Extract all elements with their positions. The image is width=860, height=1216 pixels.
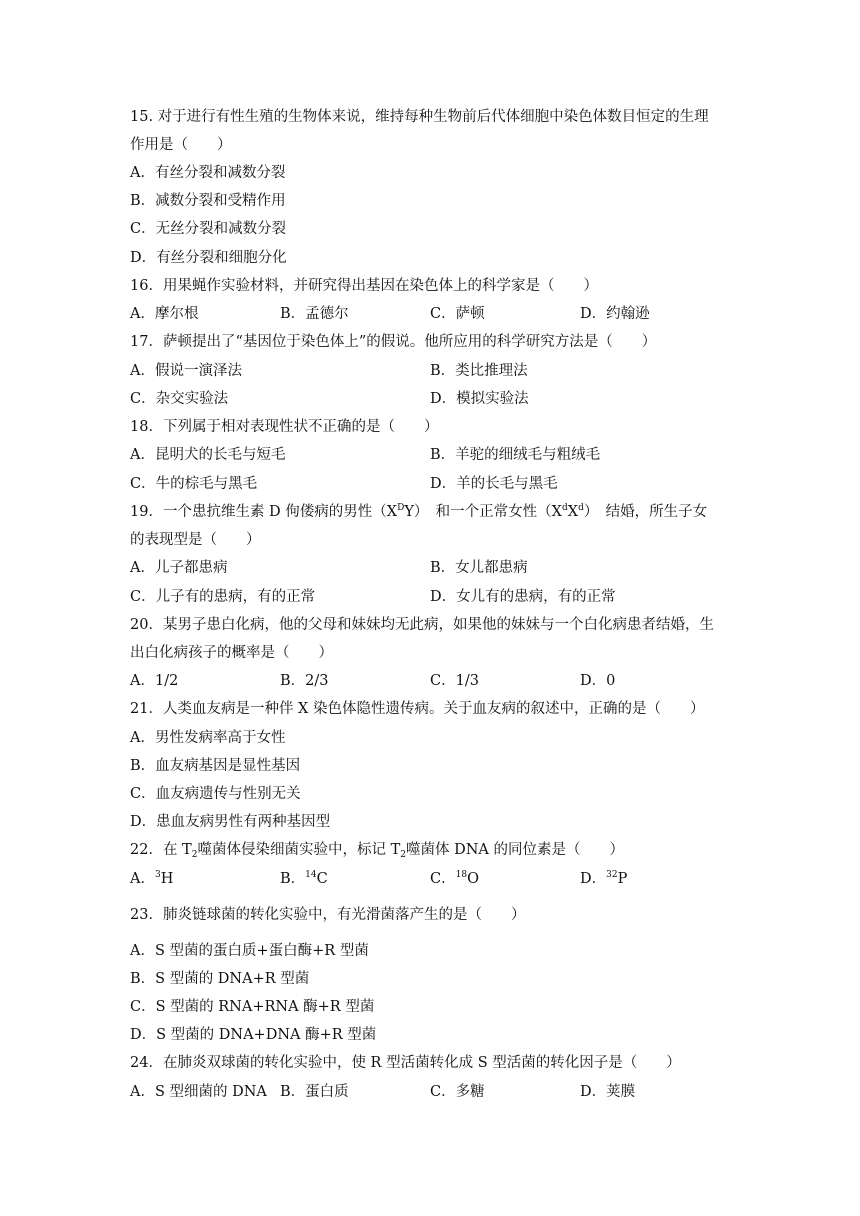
- question-22-option-a: [130, 870, 173, 888]
- question-18-stem: 18．下列属于相对表现性状不正确的是（ ）: [130, 419, 439, 435]
- question-22-stem-part-b: 噬菌体侵染细菌实验中，标记 T: [197, 842, 401, 858]
- question-15-stem-line-1: 15. 对于进行有性生殖的生物体来说，维持每种生物前后代体细胞中染色体数目恒定的生理: [130, 109, 709, 125]
- question-21-option-c: C．血友病遗传与性别无关: [130, 786, 301, 802]
- question-22-stem: [130, 841, 624, 859]
- question-21-stem: 21．人类血友病是一种伴 X 染色体隐性遗传病。关于血友病的叙述中，正确的是（ ）: [130, 701, 705, 717]
- question-19-option-c: C．儿子有的患病，有的正常: [130, 589, 316, 605]
- isotope-mass-number: 3: [154, 870, 161, 880]
- option-prefix: C．: [430, 871, 456, 887]
- question-16-stem: 16．用果蝇作实验材料，并研究得出基因在染色体上的科学家是（ ）: [130, 278, 598, 294]
- question-20-option-c: C．1/3: [430, 673, 479, 689]
- question-23-stem: 23．肺炎链球菌的转化实验中，有光滑菌落产生的是（ ）: [130, 907, 526, 923]
- question-19-sup-d-dominant: D: [397, 503, 405, 513]
- question-22-stem-part-a: 22．在 T: [130, 842, 192, 858]
- question-15-option-d: D．有丝分裂和细胞分化: [130, 250, 287, 266]
- question-17-stem: 17．萨顿提出了“基因位于染色体上”的假说。他所应用的科学研究方法是（ ）: [130, 334, 657, 350]
- element-symbol: O: [467, 871, 479, 887]
- question-24-option-d: D．荚膜: [580, 1084, 636, 1100]
- question-17-option-d: D．模拟实验法: [430, 391, 529, 407]
- question-19-stem-part-b: Y） 和一个正常女性（X: [404, 504, 562, 520]
- question-16-option-d: D．约翰逊: [580, 306, 650, 322]
- question-16-option-c: C．萨顿: [430, 306, 485, 322]
- question-15-stem-line-2: 作用是（ ）: [130, 137, 232, 153]
- question-19-option-a: A．儿子都患病: [130, 560, 228, 576]
- question-21-option-d: D．患血友病男性有两种基因型: [130, 814, 331, 830]
- question-20-option-b: B．2/3: [280, 673, 329, 689]
- isotope-mass-number: 18: [455, 870, 468, 880]
- question-17-option-c: C．杂交实验法: [130, 391, 229, 407]
- question-22-sub-1: 2: [191, 850, 198, 860]
- question-22-stem-part-c: 噬菌体 DNA 的同位素是（ ）: [405, 842, 624, 858]
- question-24-option-b: B．蛋白质: [280, 1084, 349, 1100]
- question-17-option-b: B．类比推理法: [430, 363, 528, 379]
- option-prefix: B．: [280, 871, 306, 887]
- element-symbol: C: [316, 871, 328, 887]
- question-19-stem-line-2: 的表现型是（ ）: [130, 532, 261, 548]
- option-prefix: A．: [130, 871, 155, 887]
- option-prefix: D．: [580, 871, 607, 887]
- question-19-option-b: B．女儿都患病: [430, 560, 528, 576]
- question-19-stem-line-1: [130, 503, 707, 521]
- question-19-sup-d-recessive-1: d: [562, 503, 568, 513]
- question-18-option-c: C．牛的棕毛与黑毛: [130, 476, 258, 492]
- question-22-option-c: [430, 870, 479, 888]
- question-18-option-b: B．羊驼的细绒毛与粗绒毛: [430, 447, 601, 463]
- question-18-option-a: A．昆明犬的长毛与短毛: [130, 447, 286, 463]
- question-20-stem-line-1: 20．某男子患白化病，他的父母和妹妹均无此病，如果他的妹妹与一个白化病患者结婚，生: [130, 617, 714, 633]
- question-15-option-a: A．有丝分裂和减数分裂: [130, 165, 286, 181]
- element-symbol: H: [160, 871, 174, 887]
- question-19-stem-part-a: 19．一个患抗维生素 D 佝偻病的男性（X: [130, 504, 398, 520]
- question-17-option-a: A．假说一演泽法: [130, 363, 242, 379]
- question-15-option-c: C．无丝分裂和减数分裂: [130, 221, 287, 237]
- question-19-option-d: D．女儿有的患病，有的正常: [430, 589, 616, 605]
- question-20-option-a: A．1/2: [130, 673, 179, 689]
- element-symbol: P: [617, 871, 628, 887]
- question-24-stem: 24．在肺炎双球菌的转化实验中，使 R 型活菌转化成 S 型活菌的转化因子是（ ）: [130, 1055, 681, 1071]
- question-23-option-d: D．S 型菌的 DNA+DNA 酶+R 型菌: [130, 1027, 377, 1043]
- question-24-option-c: C．多糖: [430, 1084, 485, 1100]
- question-16-option-a: A．摩尔根: [130, 306, 199, 322]
- question-23-option-b: B．S 型菌的 DNA+R 型菌: [130, 971, 310, 987]
- question-22-option-b: [280, 870, 328, 888]
- question-20-option-d: D．0: [580, 673, 616, 689]
- question-19-stem-part-c: X: [567, 504, 579, 520]
- isotope-mass-number: 32: [606, 870, 618, 880]
- question-15-option-b: B．减数分裂和受精作用: [130, 193, 286, 209]
- question-19-stem-part-d: ） 结婚，所生子女: [583, 504, 708, 520]
- question-16-option-b: B．孟德尔: [280, 306, 349, 322]
- question-21-option-a: A．男性发病率高于女性: [130, 730, 286, 746]
- question-22-sub-2: 2: [400, 850, 406, 860]
- question-23-option-c: C．S 型菌的 RNA+RNA 酶+R 型菌: [130, 999, 375, 1015]
- question-18-option-d: D．羊的长毛与黑毛: [430, 476, 558, 492]
- question-21-option-b: B．血友病基因是显性基因: [130, 758, 301, 774]
- question-20-stem-line-2: 出白化病孩子的概率是（ ）: [130, 645, 333, 661]
- question-23-option-a: A．S 型菌的蛋白质+蛋白酶+R 型菌: [130, 943, 369, 959]
- question-22-option-d: [580, 870, 627, 888]
- isotope-mass-number: 14: [305, 870, 317, 880]
- question-19-sup-d-recessive-2: d: [578, 503, 584, 513]
- question-24-option-a: A．S 型细菌的 DNA: [130, 1084, 267, 1100]
